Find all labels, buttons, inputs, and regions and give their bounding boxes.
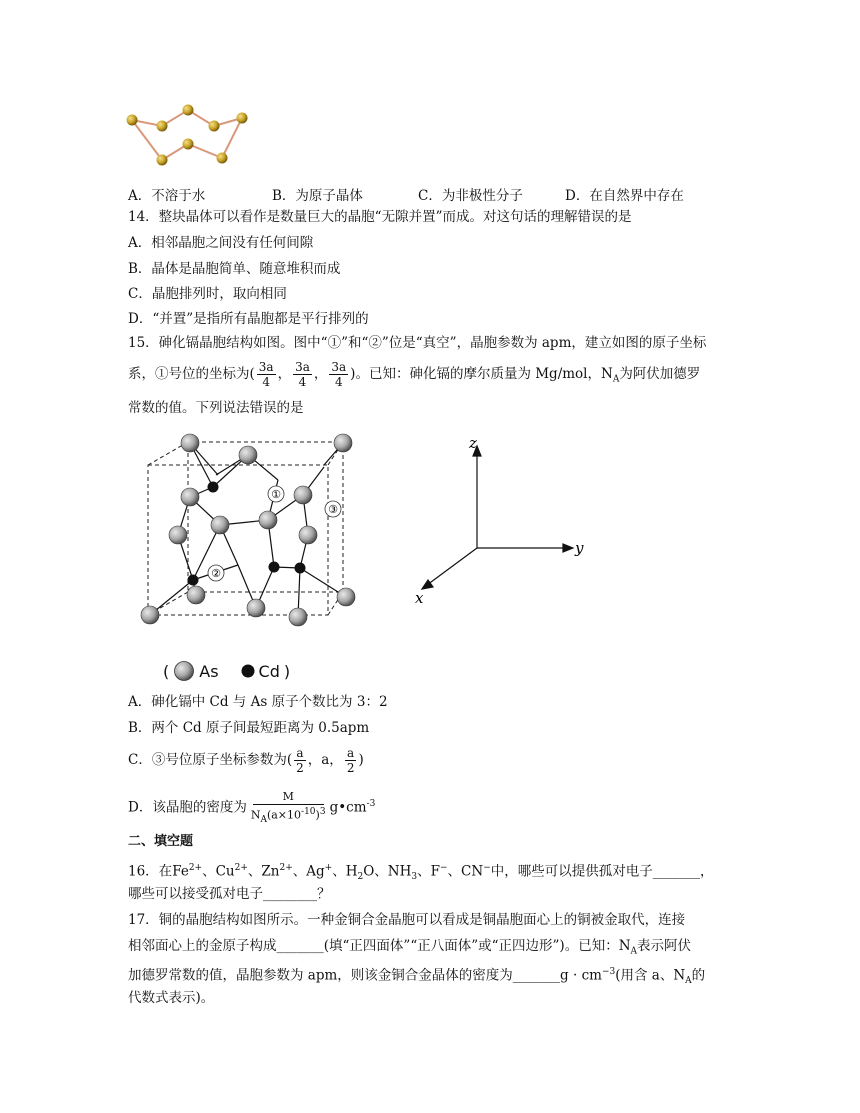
as-legend-icon <box>173 660 195 682</box>
q14-option-d: D．“并置”是指所有晶胞都是平行排列的 <box>128 311 369 327</box>
q14-stem: 14．整块晶体可以看作是数量巨大的晶胞“无隙并置”而成。对这句话的理解错误的是 <box>128 209 632 225</box>
z-axis-label: z <box>469 434 477 452</box>
void-label-1: ① <box>271 488 281 501</box>
q13-option-b: B．为原子晶体 <box>272 188 363 204</box>
q15-stem-line2: 系，①号位的坐标为( $\frac{3a}{4}$ ， $\frac{3a}{4}$ ， $\frac{3a}{4}$ )。已知：砷化镉的摩尔质量为 Mg/mol，$N_A$为阿伏加德罗 <box>128 360 701 389</box>
coordinate-axes-figure <box>405 430 595 605</box>
x-axis-label: x <box>415 589 424 605</box>
void-label-2: ② <box>211 567 221 580</box>
frac-3a4-1: $\frac{3a}{4}$ <box>258 360 274 389</box>
legend-cd-label: Cd <box>258 661 280 681</box>
legend-as-label: As <box>199 661 219 681</box>
atom-legend: ( As Cd ) <box>163 661 291 681</box>
q15-option-c: C．③号位原子坐标参数为( $\frac{a}{2}$ ，a， $\frac{a}{2}$ ) <box>128 746 364 775</box>
q17-line3: 加德罗常数的值，晶胞参数为 apm，则该金铜合金晶体的密度为_______g · $cm^{-3}$(用含 a、$N_A$的 <box>128 967 706 987</box>
q13-option-c: C．为非极性分子 <box>418 188 523 204</box>
q14-option-c: C．晶胞排列时，取向相同 <box>128 286 287 302</box>
y-axis-label: y <box>575 539 584 557</box>
q17-line2: 相邻面心上的金原子构成_______(填“正四面体”“正八面体”或“正四边形”)。已知：$N_A$表示阿伏 <box>128 938 692 957</box>
q15-option-a: A．砷化镉中 Cd 与 As 原子个数比为 3：2 <box>128 694 388 710</box>
cdas-unit-cell-figure <box>128 425 368 635</box>
section-title: 二、填空题 <box>128 834 194 849</box>
q17-line4: 代数式表示)。 <box>128 990 215 1006</box>
q13-option-a: A．不溶于水 <box>128 188 206 204</box>
cd-legend-icon <box>241 664 255 678</box>
frac-3a4-3: $\frac{3a}{4}$ <box>331 360 347 389</box>
q13-option-d: D．在自然界中存在 <box>565 188 684 204</box>
q14-option-b: B．晶体是晶胞简单、随意堆积而成 <box>128 261 341 277</box>
q15-option-d: D．该晶胞的密度为 $\frac{M}{N_A(a\times 10^{-10})^3}$ $g•cm^{-3}$ <box>128 789 376 825</box>
frac-3a4-2: $\frac{3a}{4}$ <box>295 360 310 389</box>
q15-stem-line3: 常数的值。下列说法错误的是 <box>128 400 304 416</box>
q17-line1: 17．铜的晶胞结构如图所示。一种金铜合金晶胞可以看成是铜晶胞面心上的铜被金取代，连接 <box>128 912 686 928</box>
q16-line1: 16．在$Fe^{2+}$、$Cu^{2+}$、$Zn^{2+}$、Ag+、$H_2O$、$NH_3$、F−、CN−中，哪些可以提供孤对电子_______， <box>128 863 714 883</box>
s8-molecule-figure <box>122 100 252 172</box>
density-denominator: $N_A(a\times 10^{-10})^3$ <box>250 806 326 825</box>
void-label-3: ③ <box>328 503 338 516</box>
q14-option-a: A．相邻晶胞之间没有任何间隙 <box>128 235 314 251</box>
q15-option-b: B．两个 Cd 原子间最短距离为 0.5apm <box>128 720 370 736</box>
q16-line2: 哪些可以接受孤对电子________？ <box>128 886 331 902</box>
q15-stem-line1: 15．砷化镉晶胞结构如图。图中“①”和“②”位是“真空”，晶胞参数为 apm，建立如图的原子坐标 <box>128 335 707 351</box>
